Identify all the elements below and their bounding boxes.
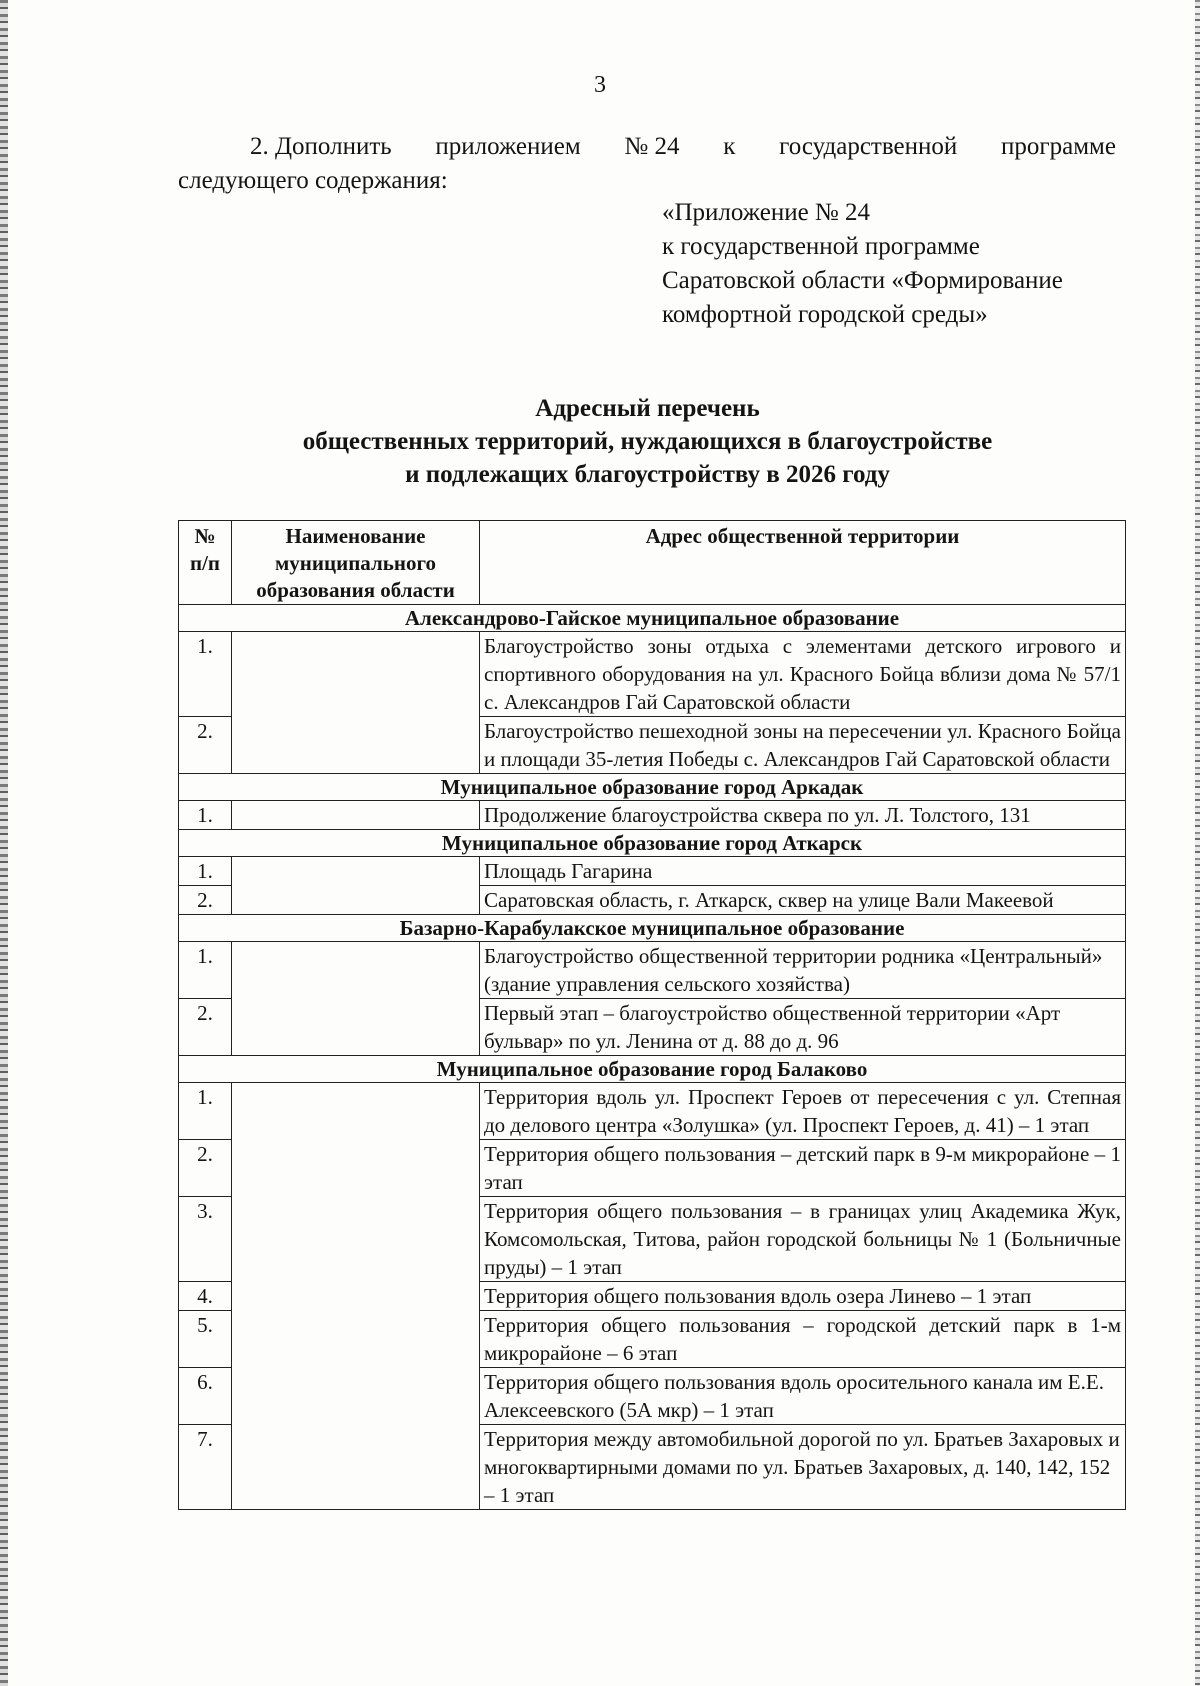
municipality-cell bbox=[232, 801, 480, 830]
territories-table bbox=[178, 520, 1126, 1510]
section-title: Муниципальное образование город Аткарск bbox=[179, 830, 1126, 857]
address-cell: Территория общего пользования вдоль озера Линево – 1 этап bbox=[480, 1282, 1126, 1311]
row-number: 6. bbox=[179, 1368, 232, 1425]
paragraph-word: к bbox=[723, 133, 736, 160]
section-title: Муниципальное образование город Балаково bbox=[179, 1056, 1126, 1083]
paragraph-word: государственной bbox=[779, 133, 958, 160]
row-number: 2. bbox=[179, 886, 232, 915]
section-row bbox=[179, 1056, 1126, 1083]
row-number: 2. bbox=[179, 999, 232, 1056]
table-row bbox=[179, 632, 1126, 717]
address-cell: Благоустройство зоны отдыха с элементами детского игрового и спортивного оборудования на ул. Красного Бойца вблизи дома № 57/1 с. Александров Гай Саратовской области bbox=[480, 632, 1126, 717]
section-row bbox=[179, 774, 1126, 801]
row-number: 4. bbox=[179, 1282, 232, 1311]
address-cell: Первый этап – благоустройство общественной территории «Арт бульвар» по ул. Ленина от д. 88 до д. 96 bbox=[480, 999, 1126, 1056]
row-number: 2. bbox=[179, 717, 232, 774]
scan-edge-right bbox=[1195, 0, 1200, 1686]
title-line: и подлежащих благоустройству в 2026 году bbox=[405, 461, 890, 488]
row-number: 5. bbox=[179, 1311, 232, 1368]
appendix-line: Саратовской области «Формирование bbox=[662, 267, 1063, 294]
table-row bbox=[179, 801, 1126, 830]
municipality-cell bbox=[232, 857, 480, 915]
paragraph-word: приложением bbox=[435, 133, 581, 160]
amendment-paragraph bbox=[178, 130, 1116, 198]
appendix-heading bbox=[662, 196, 1063, 332]
section-row bbox=[179, 915, 1126, 942]
section-title: Базарно-Карабулакское муниципальное образование bbox=[179, 915, 1126, 942]
paragraph-line-2: следующего содержания: bbox=[178, 167, 448, 194]
row-number: 2. bbox=[179, 1140, 232, 1197]
table-row bbox=[179, 857, 1126, 886]
address-cell: Территория общего пользования – детский парк в 9-м микрорайоне – 1 этап bbox=[480, 1140, 1126, 1197]
table-header-row bbox=[179, 521, 1126, 605]
address-cell: Территория общего пользования – городской детский парк в 1-м микрорайоне – 6 этап bbox=[480, 1311, 1126, 1368]
municipality-cell bbox=[232, 1083, 480, 1510]
address-cell: Территория общего пользования – в границах улиц Академика Жук, Комсомольская, Титова, район городской больницы № 1 (Больничные пруды) – 1 этап bbox=[480, 1197, 1126, 1282]
address-cell: Благоустройство пешеходной зоны на пересечении ул. Красного Бойца и площади 35-летия Победы с. Александров Гай Саратовской области bbox=[480, 717, 1126, 774]
address-cell: Саратовская область, г. Аткарск, сквер на улице Вали Макеевой bbox=[480, 886, 1126, 915]
municipality-cell bbox=[232, 632, 480, 774]
section-row bbox=[179, 605, 1126, 632]
address-cell: Территория между автомобильной дорогой по ул. Братьев Захаровых и многоквартирными домами по ул. Братьев Захаровых, д. 140, 142, 152 – 1 этап bbox=[480, 1425, 1126, 1510]
appendix-line: к государственной программе bbox=[662, 233, 980, 260]
appendix-line: «Приложение № 24 bbox=[662, 199, 871, 226]
section-title: Муниципальное образование город Аркадак bbox=[179, 774, 1126, 801]
address-cell: Площадь Гагарина bbox=[480, 857, 1126, 886]
title-line: общественных территорий, нуждающихся в благоустройстве bbox=[302, 428, 993, 455]
row-number: 1. bbox=[179, 632, 232, 717]
table-row bbox=[179, 1083, 1126, 1140]
header-address: Адрес общественной территории bbox=[480, 521, 1126, 605]
row-number: 7. bbox=[179, 1425, 232, 1510]
row-number: 1. bbox=[179, 801, 232, 830]
row-number: 1. bbox=[179, 857, 232, 886]
scan-edge-left bbox=[0, 0, 8, 1686]
title-line: Адресный перечень bbox=[535, 395, 760, 422]
row-number: 3. bbox=[179, 1197, 232, 1282]
document-title bbox=[0, 392, 1200, 491]
appendix-line: комфортной городской среды» bbox=[662, 301, 988, 328]
paragraph-line-1 bbox=[178, 130, 1116, 164]
paragraph-word: № 24 bbox=[624, 133, 680, 160]
section-title: Александрово-Гайское муниципальное образование bbox=[179, 605, 1126, 632]
row-number: 1. bbox=[179, 942, 232, 999]
address-cell: Территория общего пользования вдоль оросительного канала им Е.Е. Алексеевского (5А мкр) – 1 этап bbox=[480, 1368, 1126, 1425]
header-municipality: Наименование муниципального образования области bbox=[232, 521, 480, 605]
address-cell: Территория вдоль ул. Проспект Героев от пересечения с ул. Степная до делового центра «Золушка» (ул. Проспект Героев, д. 41) – 1 этап bbox=[480, 1083, 1126, 1140]
municipality-cell bbox=[232, 942, 480, 1056]
address-cell: Продолжение благоустройства сквера по ул. Л. Толстого, 131 bbox=[480, 801, 1126, 830]
paragraph-word: 2. Дополнить bbox=[250, 133, 392, 160]
header-number: № п/п bbox=[179, 521, 232, 605]
section-row bbox=[179, 830, 1126, 857]
page-number: 3 bbox=[594, 72, 606, 98]
row-number: 1. bbox=[179, 1083, 232, 1140]
paragraph-word: программе bbox=[1000, 133, 1116, 160]
table-row bbox=[179, 942, 1126, 999]
address-cell: Благоустройство общественной территории родника «Центральный» (здание управления сельского хозяйства) bbox=[480, 942, 1126, 999]
